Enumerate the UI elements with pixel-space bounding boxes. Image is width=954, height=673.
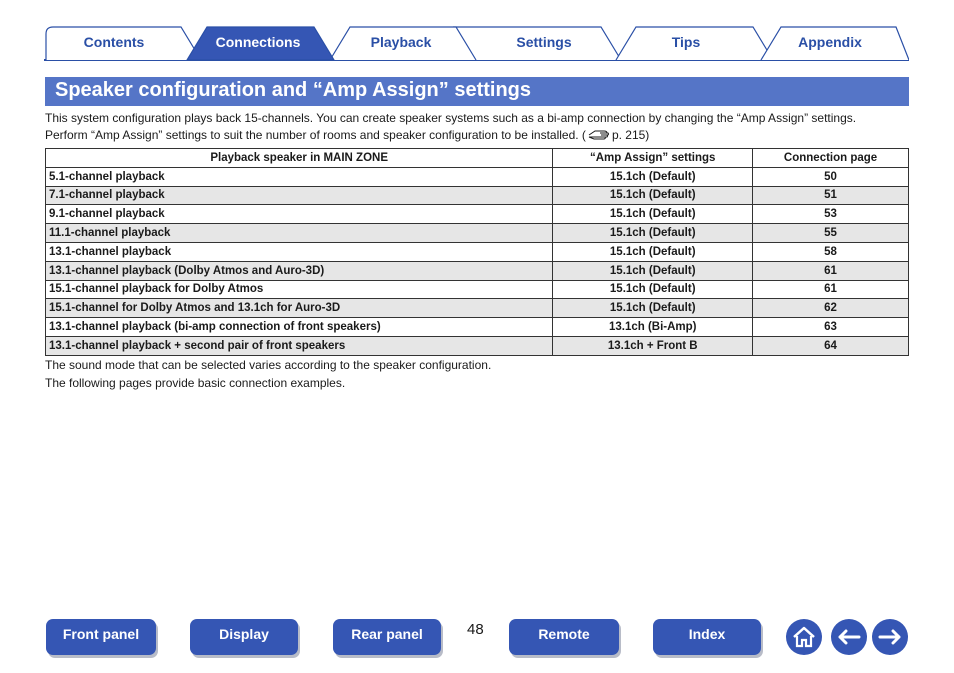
- remote-button[interactable]: Remote: [509, 619, 619, 655]
- forward-arrow-icon: [872, 619, 908, 655]
- connection-page-link[interactable]: 53: [753, 205, 909, 224]
- table-row: [46, 242, 909, 261]
- tab-bar: [44, 26, 909, 62]
- reference-hand-icon: [588, 129, 610, 146]
- connection-page-link[interactable]: 64: [753, 336, 909, 355]
- back-button[interactable]: [831, 619, 867, 655]
- header-amp-assign: “Amp Assign” settings: [553, 149, 753, 168]
- connection-page-link[interactable]: 61: [753, 261, 909, 280]
- tab-appendix[interactable]: Appendix: [798, 34, 862, 50]
- tab-tips[interactable]: Tips: [671, 34, 701, 50]
- page-reference-link[interactable]: p. 215): [611, 128, 650, 142]
- connection-page-link[interactable]: 61: [753, 280, 909, 299]
- amp-assign-cell: 15.1ch (Default): [553, 242, 753, 261]
- title-bar: [45, 77, 909, 106]
- display-button[interactable]: Display: [190, 619, 298, 655]
- table-row: [46, 205, 909, 224]
- playback-speaker-cell: 11.1-channel playback: [46, 224, 553, 243]
- playback-speaker-cell: 13.1-channel playback: [46, 242, 553, 261]
- amp-assign-cell: 15.1ch (Default): [553, 299, 753, 318]
- front-panel-button[interactable]: Front panel: [46, 619, 156, 655]
- amp-assign-cell: 15.1ch (Default): [553, 186, 753, 205]
- connection-page-link[interactable]: 62: [753, 299, 909, 318]
- forward-button[interactable]: [872, 619, 908, 655]
- amp-assign-cell: 15.1ch (Default): [553, 280, 753, 299]
- page-title: Speaker configuration and “Amp Assign” settings: [55, 79, 531, 101]
- note-sound-mode: The sound mode that can be selected varies according to the speaker configuration.: [45, 358, 492, 372]
- notes: [45, 356, 491, 392]
- connection-page-link[interactable]: 55: [753, 224, 909, 243]
- tab-contents[interactable]: Contents: [83, 34, 145, 50]
- tab-connections[interactable]: Connections: [215, 34, 301, 50]
- back-arrow-icon: [831, 619, 867, 655]
- playback-speaker-cell: 13.1-channel playback (bi-amp connection of front speakers): [46, 318, 553, 337]
- table-row: [46, 186, 909, 205]
- amp-assign-cell: 15.1ch (Default): [553, 261, 753, 280]
- playback-speaker-cell: 13.1-channel playback + second pair of front speakers: [46, 336, 553, 355]
- home-icon: [786, 619, 822, 655]
- connection-page-link[interactable]: 63: [753, 318, 909, 337]
- amp-assign-cell: 15.1ch (Default): [553, 224, 753, 243]
- header-playback-speaker: Playback speaker in MAIN ZONE: [46, 149, 553, 168]
- amp-assign-cell: 15.1ch (Default): [553, 167, 753, 186]
- table-row: [46, 336, 909, 355]
- header-connection-page: Connection page: [753, 149, 909, 168]
- intro-text: [45, 110, 915, 146]
- playback-speaker-cell: 7.1-channel playback: [46, 186, 553, 205]
- playback-speaker-cell: 5.1-channel playback: [46, 167, 553, 186]
- table-row: [46, 224, 909, 243]
- connection-page-link[interactable]: 50: [753, 167, 909, 186]
- table-header-row: [46, 149, 909, 168]
- amp-assign-cell: 13.1ch + Front B: [553, 336, 753, 355]
- tab-playback[interactable]: Playback: [370, 34, 432, 50]
- playback-speaker-cell: 15.1-channel for Dolby Atmos and 13.1ch for Auro-3D: [46, 299, 553, 318]
- connection-page-link[interactable]: 51: [753, 186, 909, 205]
- index-button[interactable]: Index: [653, 619, 761, 655]
- connection-page-link[interactable]: 58: [753, 242, 909, 261]
- amp-assign-cell: 15.1ch (Default): [553, 205, 753, 224]
- note-connection-examples: The following pages provide basic connection examples.: [45, 376, 346, 390]
- playback-speaker-cell: 13.1-channel playback (Dolby Atmos and Auro-3D): [46, 261, 553, 280]
- amp-assign-table: [45, 148, 909, 356]
- table-row: [46, 261, 909, 280]
- amp-assign-cell: 13.1ch (Bi-Amp): [553, 318, 753, 337]
- intro-line-2-text: Perform “Amp Assign” settings to suit the number of rooms and speaker configuration to be installed. (: [45, 128, 586, 142]
- table-row: [46, 167, 909, 186]
- table-row: [46, 318, 909, 337]
- table-row: [46, 280, 909, 299]
- table-row: [46, 299, 909, 318]
- playback-speaker-cell: 9.1-channel playback: [46, 205, 553, 224]
- rear-panel-button[interactable]: Rear panel: [333, 619, 441, 655]
- home-button[interactable]: [786, 619, 822, 655]
- intro-line-1: This system configuration plays back 15-channels. You can create speaker systems such as a bi-amp connection by changing the “Amp Assign” settings.: [45, 111, 857, 125]
- playback-speaker-cell: 15.1-channel playback for Dolby Atmos: [46, 280, 553, 299]
- page-number: 48: [467, 621, 484, 638]
- tab-settings[interactable]: Settings: [516, 34, 572, 50]
- intro-line-2: [45, 127, 915, 146]
